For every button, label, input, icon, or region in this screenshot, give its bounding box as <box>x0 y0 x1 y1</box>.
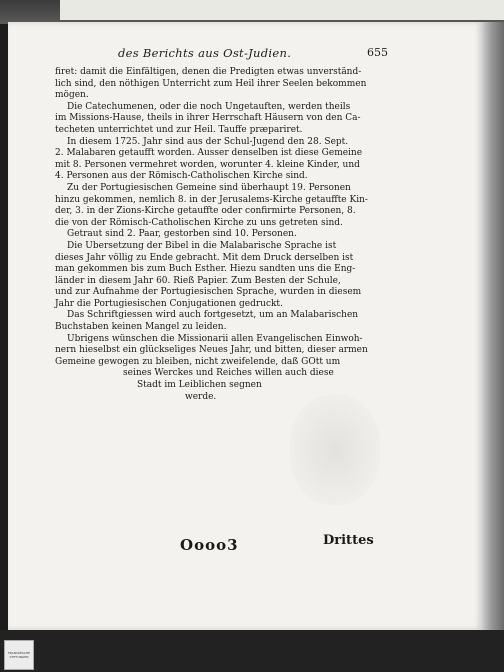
page-number: 655 <box>367 46 388 59</box>
text-line: und zur Aufnahme der Portugiesischen Sprache, wurden in diesem <box>55 287 362 298</box>
library-stamp-bleedthrough <box>290 395 380 505</box>
page-body <box>55 67 381 403</box>
previous-page-edge <box>60 0 504 20</box>
text-line: mit 8. Personen vermehret worden, worunter 4. kleine Kinder, und <box>55 159 360 170</box>
book-spine-edge <box>482 22 504 630</box>
text-line: werde. <box>185 391 217 402</box>
text-line: 2. Malabaren getaufft worden. Ausser denselben ist diese Gemeine <box>55 148 363 159</box>
text-line: techeten unterrichtet und zur Heil. Tauffe præpariret. <box>55 124 303 135</box>
text-line: die von der Römisch-Catholischen Kirche zu uns getreten sind. <box>55 217 343 228</box>
text-line: länder in diesem Jahr 60. Rieß Papier. Zum Besten der Schule, <box>55 275 341 286</box>
text-line: im Missions-Hause, theils in ihrer Herrschaft Häusern von den Ca- <box>55 113 361 124</box>
text-line: Die Ubersetzung der Bibel in die Malabarische Sprache ist <box>67 240 337 251</box>
signature-mark: Oooo3 <box>180 536 239 554</box>
text-line: nern hieselbst ein glückseliges Neues Jahr, und bitten, dieser armen <box>55 345 368 356</box>
text-line: Stadt im Leiblichen segnen <box>137 380 262 391</box>
text-line: der, 3. in der Zions-Kirche getauffte oder confirmirte Personen, 8. <box>55 206 356 217</box>
text-line: 4. Personen aus der Römisch-Catholischen Kirche sind. <box>55 171 308 182</box>
text-line: hinzu gekommen, nemlich 8. in der Jerusalems-Kirche getauffte Kin- <box>55 194 368 205</box>
text-line: Gemeine gewogen zu bleiben, nicht zweifelende, daß GOtt um <box>55 356 341 367</box>
text-line: Ubrigens wünschen die Missionarii allen Evangelischen Einwoh- <box>67 333 363 344</box>
text-line: man gekommen bis zum Buch Esther. Hiezu sandten uns die Eng- <box>55 264 356 275</box>
text-line: mögen. <box>55 90 89 101</box>
text-line: firet: damit die Einfältigen, denen die Predigten etwas unverständ- <box>55 67 362 77</box>
text-line: seines Werckes und Reiches willen auch diese <box>123 368 334 379</box>
text-line: Getraut sind 2. Paar, gestorben sind 10. Personen. <box>67 229 297 240</box>
institution-logo: FRANCKESCHE STIFTUNGEN <box>4 640 34 670</box>
text-line: In diesem 1725. Jahr sind aus der Schul-Jugend den 28. Sept. <box>67 136 349 147</box>
running-head: des Berichts aus Ost-Judien. <box>118 46 292 60</box>
text-line: Das Schriftgiessen wird auch fortgesetzt, um an Malabarischen <box>67 310 359 321</box>
scanner-footer <box>0 630 504 672</box>
text-line: lich sind, den nöthigen Unterricht zum Heil ihrer Seelen bekommen <box>55 78 367 89</box>
text-line: Jahr die Portugiesischen Conjugationen gedruckt. <box>55 298 283 309</box>
text-line: Die Catechumenen, oder die noch Ungetauften, werden theils <box>67 101 351 112</box>
text-line: Zu der Portugiesischen Gemeine sind überhaupt 19. Personen <box>67 182 351 193</box>
text-line: dieses Jahr völlig zu Ende gebracht. Mit dem Druck derselben ist <box>55 252 354 263</box>
text-line: Buchstaben keinen Mangel zu leiden. <box>55 322 227 333</box>
catchword: Drittes <box>323 533 374 548</box>
